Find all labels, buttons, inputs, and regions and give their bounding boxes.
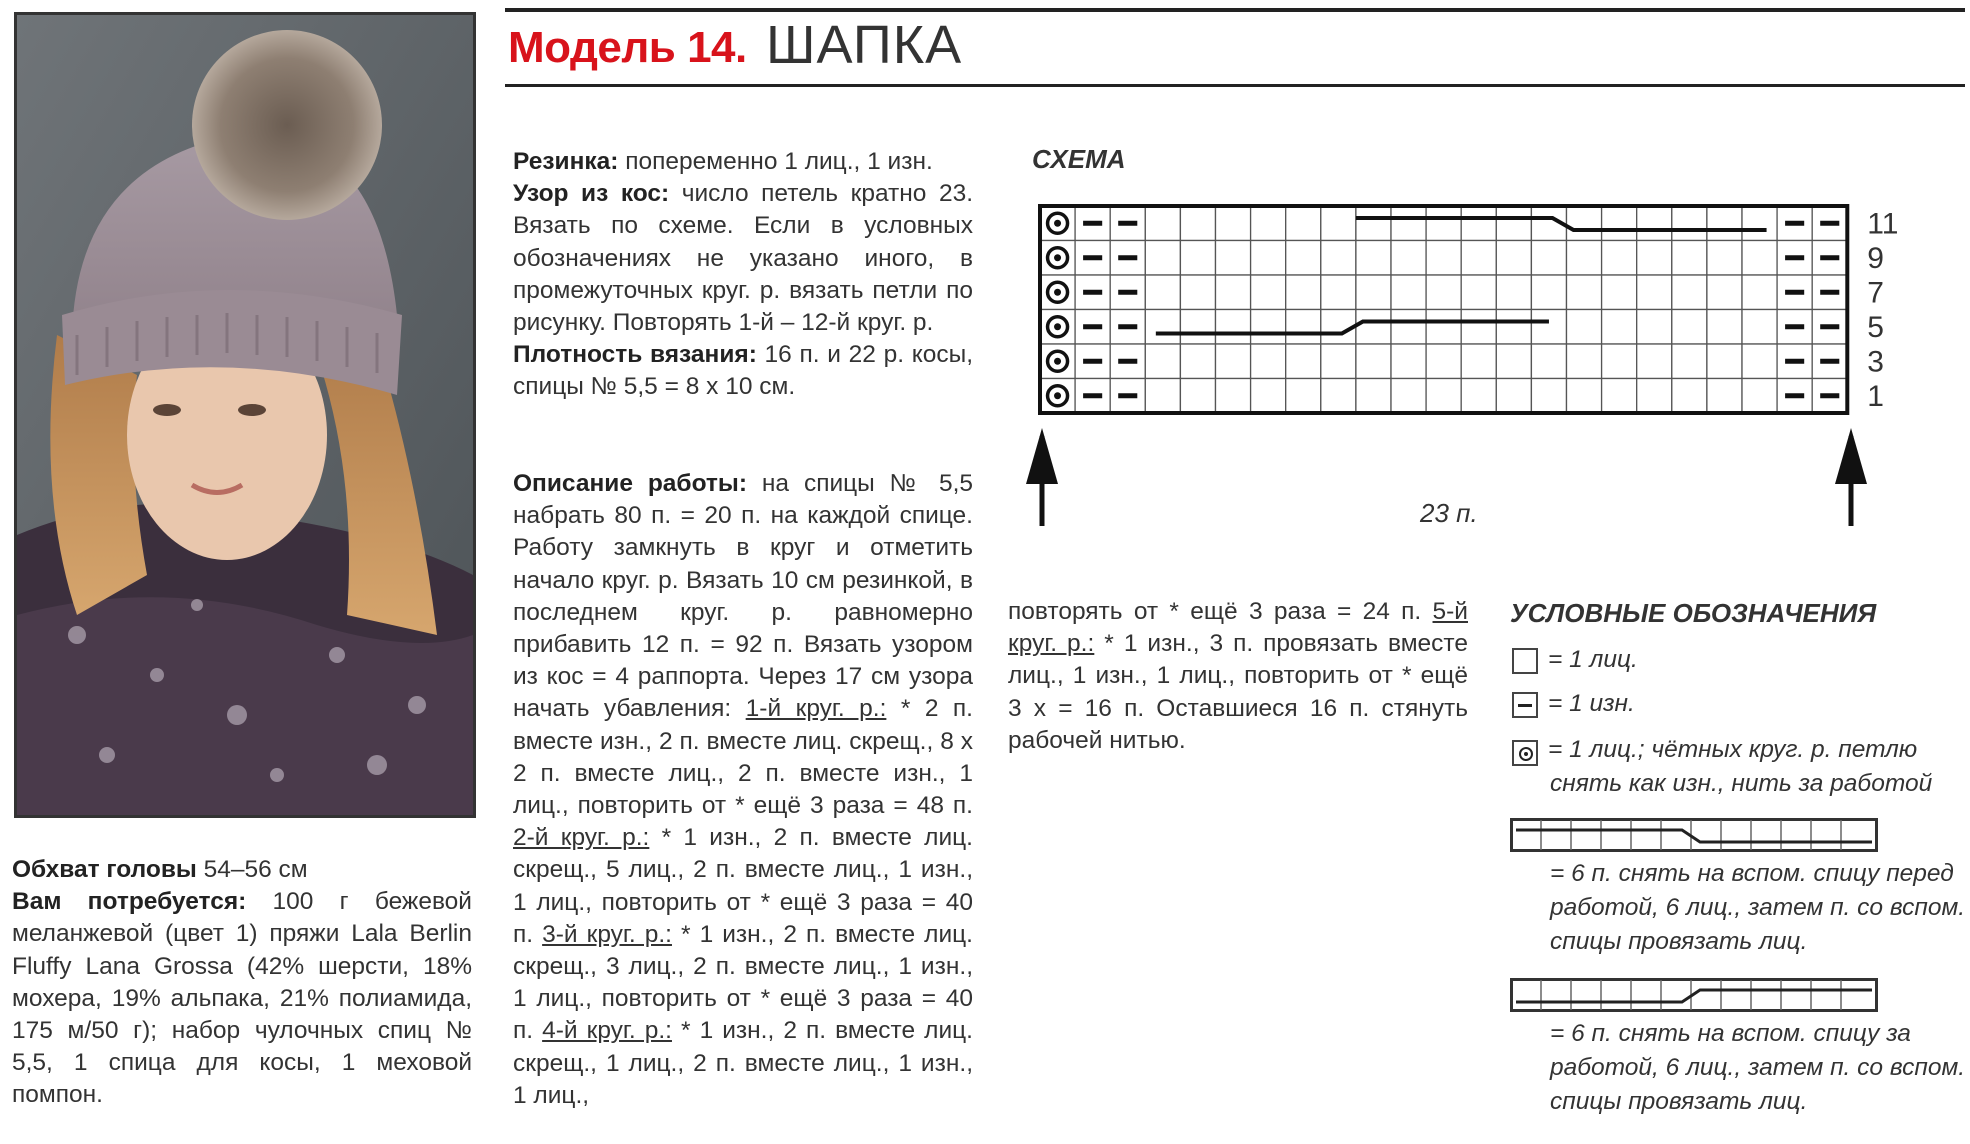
legend-slip-1: = 1 лиц.; чётных круг. р. петлю [1548,736,1918,763]
chart-cell [1145,310,1180,345]
legend-title: УСЛОВНЫЕ ОБОЗНАЧЕНИЯ [1510,598,1877,628]
chart-cell [1531,241,1566,276]
rib-label: Резинка: [513,148,619,175]
chart-cell [1426,241,1461,276]
chart-cell [1742,310,1777,345]
chart-cell [1426,379,1461,414]
chart-cell [1742,241,1777,276]
chart-cell [1707,206,1742,241]
cont-text-2: * 1 изн., 3 п. провязать вместе лиц., 1 изн., 1 лиц., повторить от * ещё 3 х = 16 п. Оставшиеся 16 п. стянуть рабочей нитью. [1008,630,1469,754]
chart-cell [1567,241,1602,276]
slip-stitch-dot [1054,323,1061,330]
chart-cell [1356,241,1391,276]
rib-text: попеременно 1 лиц., 1 изн. [618,148,933,175]
chart-cell [1216,275,1251,310]
chart-cell [1461,206,1496,241]
chart-cell [1637,310,1672,345]
chart-cell [1286,379,1321,414]
chart-cell [1216,379,1251,414]
chart-row-number: 7 [1867,276,1884,310]
chart-cell [1356,310,1391,345]
chart-cell [1251,275,1286,310]
chart-cell [1742,379,1777,414]
slip-stitch-dot [1054,220,1061,227]
legend-knit: = 1 лиц. [1548,646,1638,673]
round-4-label: 4-й круг. р.: [542,1017,672,1045]
materials-label: Вам потребуется: [12,888,247,916]
chart-cell [1637,241,1672,276]
pattern-block [513,146,973,404]
chart-cell [1321,379,1356,414]
chart-cell [1251,206,1286,241]
header-top-rule [505,8,1965,12]
chart-cell [1461,275,1496,310]
chart-cell [1426,310,1461,345]
chart-cell [1707,241,1742,276]
legend-cable-front-3: спицы провязать лиц. [1550,928,1808,955]
chart-cell [1707,344,1742,379]
chart-cell [1426,206,1461,241]
chart-cell [1742,275,1777,310]
chart-cell [1567,344,1602,379]
chart-cell [1496,275,1531,310]
chart-grid [1040,206,1847,413]
chart-cell [1145,241,1180,276]
chart-cell [1356,379,1391,414]
work-text-4: * 1 изн., 2 п. вместе лиц. скрещ., 3 лиц., 2 п. вместе лиц., 1 изн., 1 лиц., повторить от * ещё 3 раза = 40 п. [513,920,973,1045]
chart-row-number: 3 [1867,345,1884,379]
chart-cell [1216,241,1251,276]
legend-cable-front-1: = 6 п. снять на вспом. спицу перед [1550,860,1954,887]
work-label: Описание работы: [513,470,748,497]
slip-stitch-dot [1054,254,1061,261]
slip-stitch-dot [1054,358,1061,365]
work-text-3: * 1 изн., 2 п. вместе лиц. скрещ., 5 лиц., 2 п. вместе лиц., 1 изн., 1 лиц., повторить от * ещё 3 раза = 40 п. [513,824,973,948]
chart-cell [1180,275,1215,310]
knitting-chart [1020,196,1940,536]
chart-cell [1391,344,1426,379]
cable-pattern-text: число петель кратно 23. Вязать по схеме. Если в условных обозначениях не указано иного, в промежуточных круг. р. вязать петли по рисунку. Повторять 1-й – 12-й круг. р. [513,180,973,337]
chart-cell [1216,206,1251,241]
chart-cell [1286,310,1321,345]
chart-cell [1496,206,1531,241]
chart-cell [1251,241,1286,276]
chart-cell [1356,206,1391,241]
chart-cell [1496,379,1531,414]
chart-cell [1567,379,1602,414]
chart-cell [1672,275,1707,310]
work-continuation-block [1008,596,1468,757]
work-text-2: * 2 п. вместе изн., 2 п. вместе лиц. скрещ., 8 х 2 п. вместе лиц., 2 п. вместе изн., 1 лиц., повторить от * ещё 3 раза = 48 п. [513,695,973,820]
chart-cell [1391,206,1426,241]
chart-cell [1426,275,1461,310]
chart-cell [1637,379,1672,414]
cable-pattern-label: Узор из кос: [513,180,670,208]
head-size-label: Обхват головы [12,856,197,883]
right-arrow-icon [1835,428,1867,526]
knit-square-icon [1512,648,1538,674]
chart-cell [1567,310,1602,345]
head-size-value: 54–56 см [196,856,308,883]
chart-cell [1180,206,1215,241]
slip-stitch-dot [1054,392,1061,399]
cont-text-1: повторять от * ещё 3 раза = 24 п. [1008,598,1433,625]
work-text-1: на спицы № 5,5 набрать 80 п. = 20 п. на каждой спице. Работу замкнуть в круг и отметить начало круг. р. Вязать 10 см резинкой, в последнем круг. р. равномерно прибавить 12 п. = 92 п. Вязать узором из кос = 4 раппорта. Через 17 см узора начать убавления: [513,470,974,723]
materials-block [12,854,472,1112]
slip-stitch-icon [1512,740,1538,766]
chart-cell [1637,206,1672,241]
density-label: Плотность вязания: [513,341,757,369]
chart-row-number: 1 [1867,379,1884,413]
chart-cell [1251,310,1286,345]
chart-cell [1391,310,1426,345]
slip-stitch-dot [1054,289,1061,296]
chart-row-number: 9 [1867,241,1884,275]
legend-purl: = 1 изн. [1548,690,1635,717]
chart-cell [1145,275,1180,310]
chart-cell [1356,275,1391,310]
legend-cable-back-2: работой, 6 лиц., затем п. со вспом. [1550,1054,1966,1081]
chart-cell [1251,379,1286,414]
chart-cell [1145,206,1180,241]
chart-width-label: 23 п. [1420,498,1478,528]
chart-cell [1531,379,1566,414]
chart-cell [1216,310,1251,345]
chart-cell [1496,241,1531,276]
chart-cell [1286,206,1321,241]
chart-cell [1461,344,1496,379]
round-3-label: 3-й круг. р.: [542,920,672,948]
chart-cell [1180,344,1215,379]
chart-cell [1602,379,1637,414]
chart-cell [1145,344,1180,379]
legend-cable-back-3: спицы провязать лиц. [1550,1088,1808,1115]
chart-cell [1567,275,1602,310]
chart-cell [1496,310,1531,345]
chart-cell [1672,241,1707,276]
chart-cell [1461,379,1496,414]
round-5-label: 5-й круг. р.: [1008,598,1468,658]
chart-cell [1391,379,1426,414]
chart-cell [1321,206,1356,241]
left-arrow-icon [1026,428,1058,526]
chart-cell [1180,310,1215,345]
item-title: ШАПКА [766,15,963,75]
chart-cell [1391,275,1426,310]
chart-cell [1180,379,1215,414]
cable-back-icon [1510,978,1878,1012]
round-2-label: 2-й круг. р.: [513,824,650,852]
chart-cell [1180,241,1215,276]
chart-cell [1461,310,1496,345]
chart-cell [1707,379,1742,414]
chart-cell [1602,241,1637,276]
chart-cell [1531,275,1566,310]
woman-in-hat-photo [17,15,473,815]
legend-cable-back-1: = 6 п. снять на вспом. спицу за [1550,1020,1911,1047]
chart-cell [1145,379,1180,414]
chart-cell [1321,241,1356,276]
legend-cable-front-2: работой, 6 лиц., затем п. со вспом. [1550,894,1966,921]
chart-cell [1742,344,1777,379]
chart-cell [1602,310,1637,345]
chart-cell [1531,344,1566,379]
chart-cell [1286,241,1321,276]
model-number: Модель 14. [508,23,747,72]
chart-cell [1216,344,1251,379]
chart-cell [1637,275,1672,310]
chart-cell [1602,344,1637,379]
chart-row-numbers [1867,207,1898,413]
chart-cell [1321,344,1356,379]
chart-cell [1391,241,1426,276]
chart-cell [1602,206,1637,241]
chart-cell [1672,310,1707,345]
purl-dash-icon [1512,692,1538,718]
round-1-label: 1-й круг. р.: [745,695,887,723]
chart-cell [1707,310,1742,345]
chart-title: СХЕМА [1032,144,1126,174]
chart-cell [1461,241,1496,276]
chart-cell [1426,344,1461,379]
chart-row-number: 5 [1867,310,1884,344]
chart-cell [1602,275,1637,310]
chart-cell [1286,344,1321,379]
legend-slip-2: снять как изн., нить за работой [1550,770,1933,797]
chart-cell [1707,275,1742,310]
header-bottom-rule [505,84,1965,87]
materials-text: 100 г бежевой меланжевой (цвет 1) пряжи Lala Berlin Fluffy Lana Grossa (42% шерсти, 18% мохера, 19% альпака, 21% полиамида, 175 м/50 г); набор чулочных спиц № 5,5, 1 спица для косы, 1 меховой помпон. [12,888,472,1109]
chart-cell [1251,344,1286,379]
chart-cell [1496,344,1531,379]
chart-cell [1321,275,1356,310]
cable-front-icon [1510,818,1878,852]
chart-cell [1531,310,1566,345]
chart-cell [1637,344,1672,379]
work-description-block [513,468,973,1112]
work-text-5: * 1 изн., 2 п. вместе лиц. скрещ., 1 лиц., 2 п. вместе лиц., 1 изн., 1 лиц., [513,1017,973,1109]
chart-cell [1672,379,1707,414]
chart-cell [1567,206,1602,241]
chart-cell [1286,275,1321,310]
chart-cell [1672,206,1707,241]
density-text: 16 п. и 22 р. косы, спицы № 5,5 = 8 х 10 см. [513,341,973,401]
chart-cell [1356,344,1391,379]
chart-cell [1672,344,1707,379]
model-photo [14,12,476,818]
chart-row-number: 11 [1867,207,1899,241]
chart-cell [1742,206,1777,241]
